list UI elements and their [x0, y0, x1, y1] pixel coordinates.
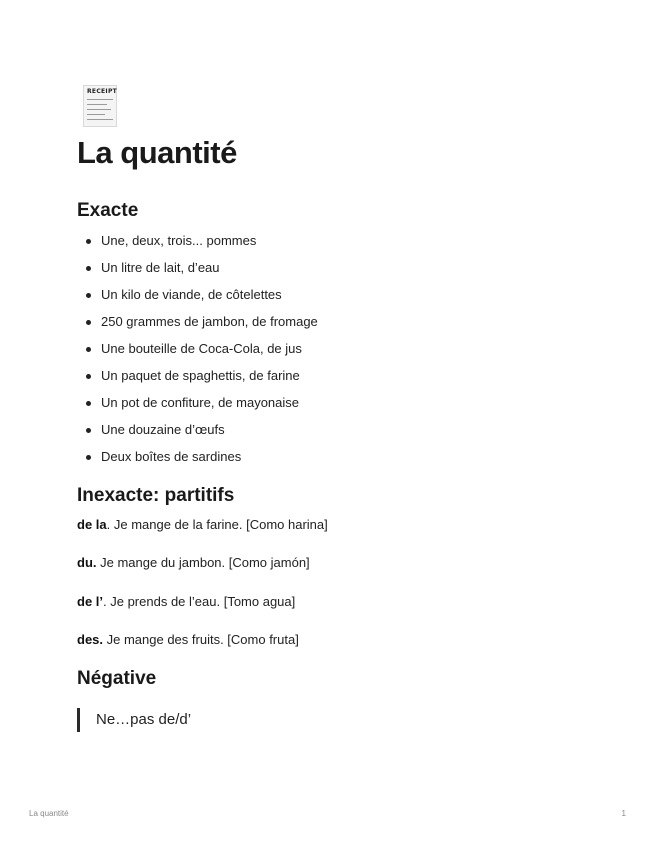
footer-doc-title: La quantité	[29, 809, 69, 818]
partitif-example: Je mange des fruits. [Como fruta]	[103, 632, 299, 647]
list-item-text: Une douzaine d’œufs	[101, 422, 225, 437]
bullet-icon	[86, 320, 91, 325]
list-item-text: Un litre de lait, d’eau	[101, 260, 220, 275]
list-item	[77, 339, 318, 366]
list-item-text: Un paquet de spaghettis, de farine	[101, 368, 300, 383]
list-item	[77, 420, 318, 447]
partitif-example: Je mange du jambon. [Como jamón]	[96, 555, 310, 570]
receipt-line	[87, 99, 113, 100]
list-item	[77, 366, 318, 393]
list-item	[77, 393, 318, 420]
partitif-row	[77, 630, 299, 650]
receipt-line	[87, 119, 113, 120]
bullet-icon	[86, 293, 91, 298]
partitif-row	[77, 515, 328, 535]
list-item	[77, 258, 318, 285]
receipt-line	[87, 114, 105, 115]
list-item-text: Un kilo de viande, de côtelettes	[101, 287, 282, 302]
partitif-row	[77, 592, 295, 612]
list-item-text: 250 grammes de jambon, de fromage	[101, 314, 318, 329]
negative-quote: Ne…pas de/d’	[77, 708, 191, 732]
partitif-row	[77, 553, 310, 573]
exacte-list	[77, 231, 318, 474]
bullet-icon	[86, 239, 91, 244]
bullet-icon	[86, 428, 91, 433]
list-item	[77, 312, 318, 339]
partitif-example: . Je prends de l’eau. [Tomo agua]	[103, 594, 296, 609]
partitif-term: du.	[77, 555, 97, 570]
list-item-text: Un pot de confiture, de mayonaise	[101, 395, 300, 410]
bullet-icon	[86, 266, 91, 271]
section-heading-negative: Négative	[77, 668, 157, 689]
partitif-term: de la	[77, 517, 107, 532]
section-heading-exacte: Exacte	[77, 200, 139, 221]
bullet-icon	[86, 347, 91, 352]
list-item-text: Deux boîtes de sardines	[101, 449, 242, 464]
list-item	[77, 447, 318, 474]
receipt-icon-label: RECEIPT	[87, 88, 118, 95]
section-heading-inexacte: Inexacte: partitifs	[77, 485, 235, 506]
bullet-icon	[86, 374, 91, 379]
partitif-term: des.	[77, 632, 104, 647]
partitif-example: . Je mange de la farine. [Como harina]	[106, 517, 328, 532]
bullet-icon	[86, 401, 91, 406]
page-title: La quantité	[77, 135, 237, 170]
list-item	[77, 231, 318, 258]
receipt-icon	[83, 85, 117, 127]
bullet-icon	[86, 455, 91, 460]
receipt-line	[87, 104, 107, 105]
partitif-term: de l’	[77, 594, 104, 609]
list-item	[77, 285, 318, 312]
list-item-text: Une bouteille de Coca-Cola, de jus	[101, 341, 302, 356]
footer-page-number: 1	[621, 809, 626, 818]
receipt-line	[87, 109, 111, 110]
list-item-text: Une, deux, trois... pommes	[101, 233, 257, 248]
